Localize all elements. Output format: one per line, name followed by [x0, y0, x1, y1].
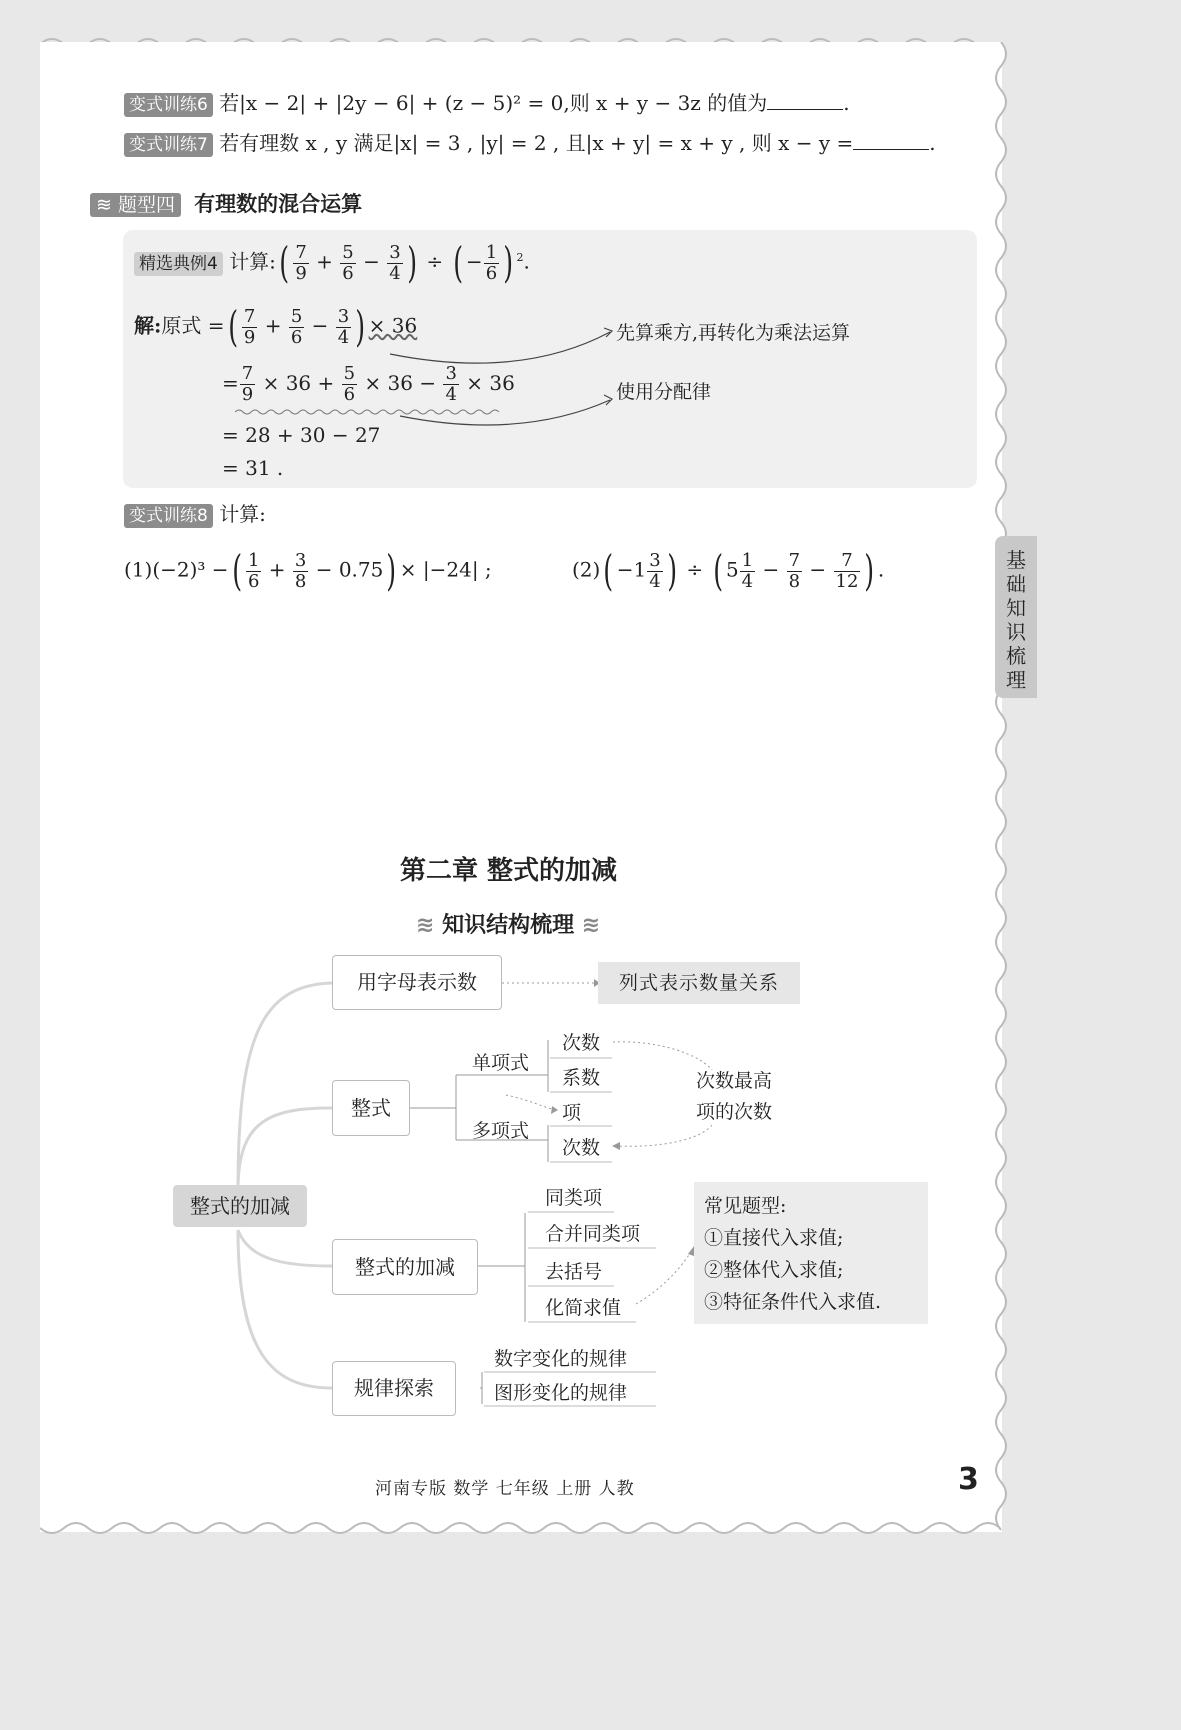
remove-brackets: 去括号	[545, 1261, 603, 1283]
solution-label: 解:	[134, 313, 162, 338]
mindmap-root: 整式的加减	[173, 1185, 307, 1227]
section-4-title: 有理数的混合运算	[194, 192, 363, 216]
wave-icon: ≋	[416, 913, 435, 938]
chapter-subtitle-text: 知识结构梳理	[442, 913, 575, 938]
problem-1-part-a: (−2)³ −	[152, 557, 229, 582]
footer-info: 河南专版 数学 七年级 上册 人教	[375, 1479, 635, 1499]
node-monomial: 单项式	[472, 1052, 530, 1074]
common-types-box	[694, 1182, 928, 1324]
page-number: 3	[958, 1462, 979, 1497]
common-types-title: 常见题型:	[704, 1195, 787, 1217]
common-type-1: ①直接代入求值;	[704, 1227, 844, 1249]
note-distributive: 使用分配律	[616, 381, 712, 403]
variant-6: 变式训练6 若|x − 2| + |2y − 6| + (z − 5)² = 0,则 x + y − 3z 的值为 .	[124, 89, 850, 117]
number-pattern: 数字变化的规律	[494, 1348, 628, 1370]
problem-2-mixed-1: −1	[616, 557, 647, 582]
example-4-question: 精选典例4 计算:( $\frac{7}{9}$ + $\frac{5}{6}$ − $\frac{3}{4}$ ) ÷ ( − $\frac{1}{6}$ ) $^2$.	[134, 242, 530, 284]
common-type-3: ③特征条件代入求值.	[704, 1291, 882, 1313]
variant-7-text: 若有理数 x , y 满足|x| = 3 , |y| = 2 , 且|x + y| = x + y , 则 x − y =	[219, 131, 854, 155]
problem-1-part-b: − 0.75	[315, 557, 384, 582]
monomial-coefficient: 系数	[562, 1067, 601, 1089]
variant-7: 变式训练7 若有理数 x , y 满足|x| = 3 , |y| = 2 , 且|x + y| = x + y , 则 x − y = .	[124, 129, 936, 157]
solution-line-1: 解:原式 =( $\frac{7}{9}$ + $\frac{5}{6}$ − $\frac{3}{4}$ ) × 36	[134, 302, 418, 351]
problem-1-label: (1)	[124, 557, 153, 582]
variant-6-tag: 变式训练6	[124, 93, 213, 117]
variant-8-tag: 变式训练8	[124, 504, 213, 528]
variant-6-text: 若|x − 2| + |2y − 6| + (z − 5)² = 0,则 x + y − 3z 的值为	[219, 91, 768, 115]
node-quantity-relations: 列式表示数量关系	[598, 962, 800, 1004]
shape-pattern: 图形变化的规律	[494, 1382, 628, 1404]
wave-icon: ≋	[581, 913, 601, 938]
side-tab-label: 基础知识梳理	[1006, 548, 1026, 692]
variant-7-tag: 变式训练7	[124, 133, 213, 157]
example-4-tag: 精选典例4	[134, 252, 223, 276]
problem-1: (1)(−2)³ −( $\frac{1}{6}$ + $\frac{3}{8}$ − 0.75) × |−24| ;	[124, 546, 492, 595]
monomial-degree: 次数	[562, 1032, 601, 1054]
problem-2-mixed-2: 5	[725, 557, 739, 582]
solution-line-2: = $\frac{7}{9}$ × 36 + $\frac{5}{6}$ × 36 − $\frac{3}{4}$ × 36	[222, 363, 515, 405]
solution-line-4: = 31 .	[222, 456, 284, 480]
node-pattern-exploration: 规律探索	[332, 1361, 456, 1416]
problem-2-label: (2)	[572, 557, 601, 582]
note-power-first: 先算乘方,再转化为乘法运算	[616, 322, 851, 344]
problem-2: (2)( −1 $\frac{3}{4}$ ) ÷ ( 5 $\frac{1}{4}$ − $\frac{7}{8}$ − $\frac{7}{12}$ ) .	[572, 546, 885, 595]
solution-line-3: = 28 + 30 − 27	[222, 423, 381, 447]
problem-1-part-c: × |−24| ;	[399, 557, 492, 582]
node-polynomial: 多项式	[472, 1120, 530, 1142]
combine-like-terms: 合并同类项	[545, 1223, 641, 1245]
simplify-evaluate: 化简求值	[545, 1297, 622, 1319]
variant-8-text: 计算:	[219, 502, 266, 526]
polynomial-term: 项	[562, 1102, 582, 1124]
node-letters-represent-numbers: 用字母表示数	[332, 955, 502, 1010]
node-add-subtract: 整式的加减	[332, 1239, 478, 1295]
solution-prefix: 原式 =	[161, 313, 225, 338]
degree-note: 次数最高项的次数	[696, 1070, 773, 1123]
common-type-2: ②整体代入求值;	[704, 1259, 844, 1281]
like-terms: 同类项	[545, 1187, 603, 1209]
chapter-title: 第二章 整式的加减	[400, 856, 618, 886]
example-4-prompt: 计算:	[229, 249, 276, 274]
polynomial-degree: 次数	[562, 1137, 601, 1159]
times-36: × 36	[368, 313, 418, 338]
section-4-tag: ≋ 题型四	[90, 193, 181, 217]
node-integral-expression: 整式	[332, 1080, 410, 1136]
section-4-tag-label: 题型四	[117, 194, 175, 216]
